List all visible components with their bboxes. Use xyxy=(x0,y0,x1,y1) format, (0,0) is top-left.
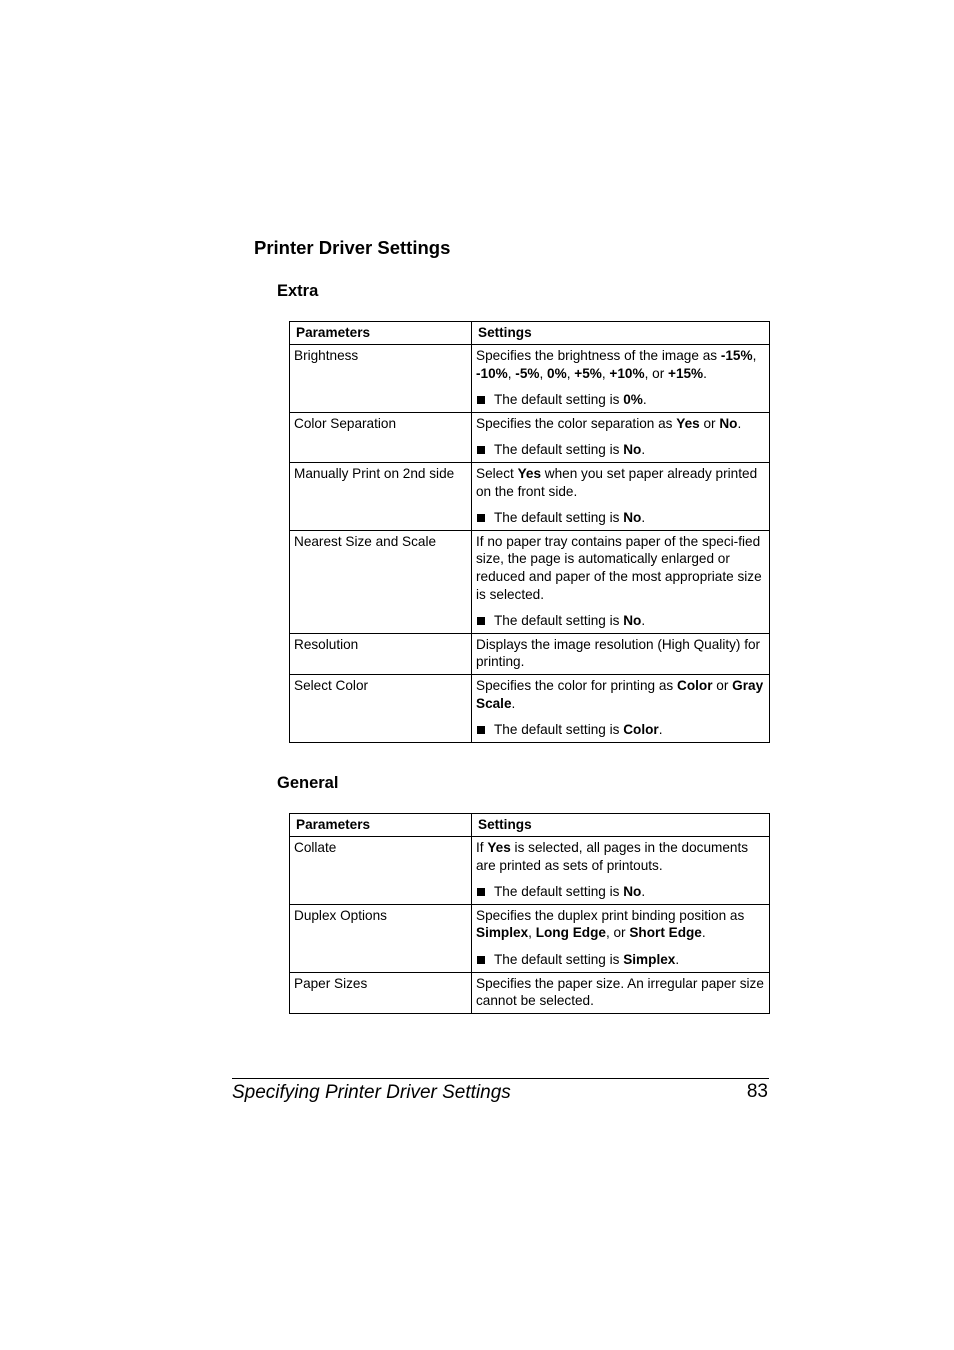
bold-value: No xyxy=(623,613,642,629)
parameter-name: Select Color xyxy=(290,674,472,742)
default-setting-note xyxy=(476,441,765,459)
setting-description xyxy=(472,972,770,1013)
bold-value: Yes xyxy=(487,840,511,855)
text-run: . xyxy=(641,613,646,629)
text-run: If no paper tray contains paper of the speci-fied size, the page is automatically enlarged or reduced and paper of the most appropriate size is selected. xyxy=(476,533,762,602)
text-run: . xyxy=(641,442,646,458)
footer-title: Specifying Printer Driver Settings xyxy=(232,1082,511,1103)
section-title-extra: Extra xyxy=(277,282,319,300)
parameter-name: Resolution xyxy=(290,633,472,674)
text-run: Select xyxy=(476,465,518,481)
footer-divider xyxy=(232,1078,769,1079)
parameter-name: Paper Sizes xyxy=(290,972,472,1013)
text-run: The default setting is xyxy=(494,722,624,738)
setting-description xyxy=(472,462,770,530)
parameter-name: Color Separation xyxy=(290,412,472,462)
text-run: . xyxy=(641,884,646,900)
bold-value: No xyxy=(623,442,642,458)
default-setting-note xyxy=(476,721,765,739)
extra-settings-table xyxy=(289,321,770,743)
table-row xyxy=(290,462,770,530)
bold-value: Color xyxy=(623,722,659,738)
text-run: . xyxy=(641,510,646,526)
description-text xyxy=(476,839,765,874)
square-bullet-icon xyxy=(477,514,485,522)
bold-value: -10% xyxy=(476,365,508,381)
text-run: The default setting is xyxy=(494,884,624,900)
column-header-settings: Settings xyxy=(472,322,770,345)
bold-value: -5% xyxy=(515,365,540,381)
text-run: , or xyxy=(605,925,630,941)
table-body xyxy=(290,345,770,743)
text-run: . xyxy=(642,392,647,408)
text-run: or xyxy=(712,677,733,693)
text-run: or xyxy=(699,415,720,431)
text-run: , or xyxy=(644,365,668,381)
setting-description xyxy=(472,904,770,972)
text-run: . xyxy=(701,925,706,941)
setting-description xyxy=(472,412,770,462)
bold-value: Simplex xyxy=(623,951,676,967)
bold-value: Color xyxy=(677,677,713,693)
table-header-row xyxy=(290,322,770,345)
text-run: when you set paper already printed on the front side. xyxy=(476,465,758,499)
setting-description xyxy=(472,633,770,674)
text-run: , xyxy=(539,365,548,381)
section-title-general: General xyxy=(277,774,339,792)
text-run: Specifies the brightness of the image as xyxy=(476,348,721,363)
table-row xyxy=(290,972,770,1013)
bold-value: Yes xyxy=(517,465,541,481)
bold-value: No xyxy=(623,510,642,526)
parameter-name: Duplex Options xyxy=(290,904,472,972)
text-run: . xyxy=(658,722,663,738)
setting-description xyxy=(472,837,770,905)
bold-value: No xyxy=(719,415,738,431)
page-heading: Printer Driver Settings xyxy=(254,237,451,258)
default-setting-note xyxy=(476,883,765,901)
text-run: The default setting is xyxy=(494,951,624,967)
column-header-parameters: Parameters xyxy=(290,814,472,837)
description-text xyxy=(476,975,765,1010)
square-bullet-icon xyxy=(477,956,485,964)
text-run: The default setting is xyxy=(494,392,624,408)
description-text xyxy=(476,533,765,603)
square-bullet-icon xyxy=(477,617,485,625)
text-run: Specifies the color for printing as xyxy=(476,677,677,693)
table-row xyxy=(290,674,770,742)
square-bullet-icon xyxy=(477,396,485,404)
bold-value: No xyxy=(623,884,642,900)
text-run: . xyxy=(737,415,742,431)
text-run: , xyxy=(601,365,610,381)
setting-description xyxy=(472,674,770,742)
table-row xyxy=(290,412,770,462)
bold-value: Short Edge xyxy=(629,925,702,941)
default-setting-note xyxy=(476,612,765,630)
setting-description xyxy=(472,530,770,633)
text-run: is selected, all pages in the documents are printed as sets of printouts. xyxy=(476,840,749,873)
setting-description xyxy=(472,345,770,413)
bold-value: Gray Scale xyxy=(476,677,764,711)
table-row xyxy=(290,345,770,413)
parameter-name: Manually Print on 2nd side xyxy=(290,462,472,530)
table-row xyxy=(290,633,770,674)
parameter-name: Collate xyxy=(290,837,472,905)
bold-value: Yes xyxy=(676,415,700,431)
description-text xyxy=(476,677,765,712)
text-run: , xyxy=(507,365,516,381)
text-run: , xyxy=(752,348,757,363)
description-text xyxy=(476,636,765,671)
text-run: Specifies the duplex print binding position as xyxy=(476,907,745,923)
description-text xyxy=(476,415,765,433)
text-run: If xyxy=(476,840,488,855)
table-row xyxy=(290,530,770,633)
table-row xyxy=(290,904,770,972)
bold-value: +15% xyxy=(668,365,704,381)
bold-value: 0% xyxy=(547,365,567,381)
text-run: Displays the image resolution (High Quality) for printing. xyxy=(476,636,761,670)
text-run: The default setting is xyxy=(494,442,624,458)
bold-value: +5% xyxy=(574,365,602,381)
default-setting-note xyxy=(476,509,765,527)
text-run: . xyxy=(675,951,680,967)
text-run: , xyxy=(566,365,575,381)
text-run: , xyxy=(528,925,536,941)
text-run: Specifies the color separation as xyxy=(476,415,677,431)
square-bullet-icon xyxy=(477,446,485,454)
description-text xyxy=(476,907,765,942)
description-text xyxy=(476,465,765,500)
default-setting-note xyxy=(476,391,765,409)
text-run: . xyxy=(511,695,516,711)
bold-value: -15% xyxy=(720,348,753,363)
bold-value: Simplex xyxy=(476,925,529,941)
general-settings-table xyxy=(289,813,770,1014)
description-text xyxy=(476,347,765,382)
square-bullet-icon xyxy=(477,888,485,896)
text-run: Specifies the paper size. An irregular paper size cannot be selected. xyxy=(476,975,764,1009)
parameter-name: Nearest Size and Scale xyxy=(290,530,472,633)
parameter-name: Brightness xyxy=(290,345,472,413)
table-body xyxy=(290,837,770,1014)
bold-value: +10% xyxy=(609,365,645,381)
text-run: The default setting is xyxy=(494,510,624,526)
text-run: . xyxy=(703,365,707,381)
bold-value: Long Edge xyxy=(535,925,606,941)
default-setting-note xyxy=(476,951,765,969)
table-header-row xyxy=(290,814,770,837)
bold-value: 0% xyxy=(623,392,643,408)
table-row xyxy=(290,837,770,905)
column-header-parameters: Parameters xyxy=(290,322,472,345)
square-bullet-icon xyxy=(477,726,485,734)
page-number: 83 xyxy=(746,1081,768,1102)
text-run: The default setting is xyxy=(494,613,624,629)
column-header-settings: Settings xyxy=(472,814,770,837)
